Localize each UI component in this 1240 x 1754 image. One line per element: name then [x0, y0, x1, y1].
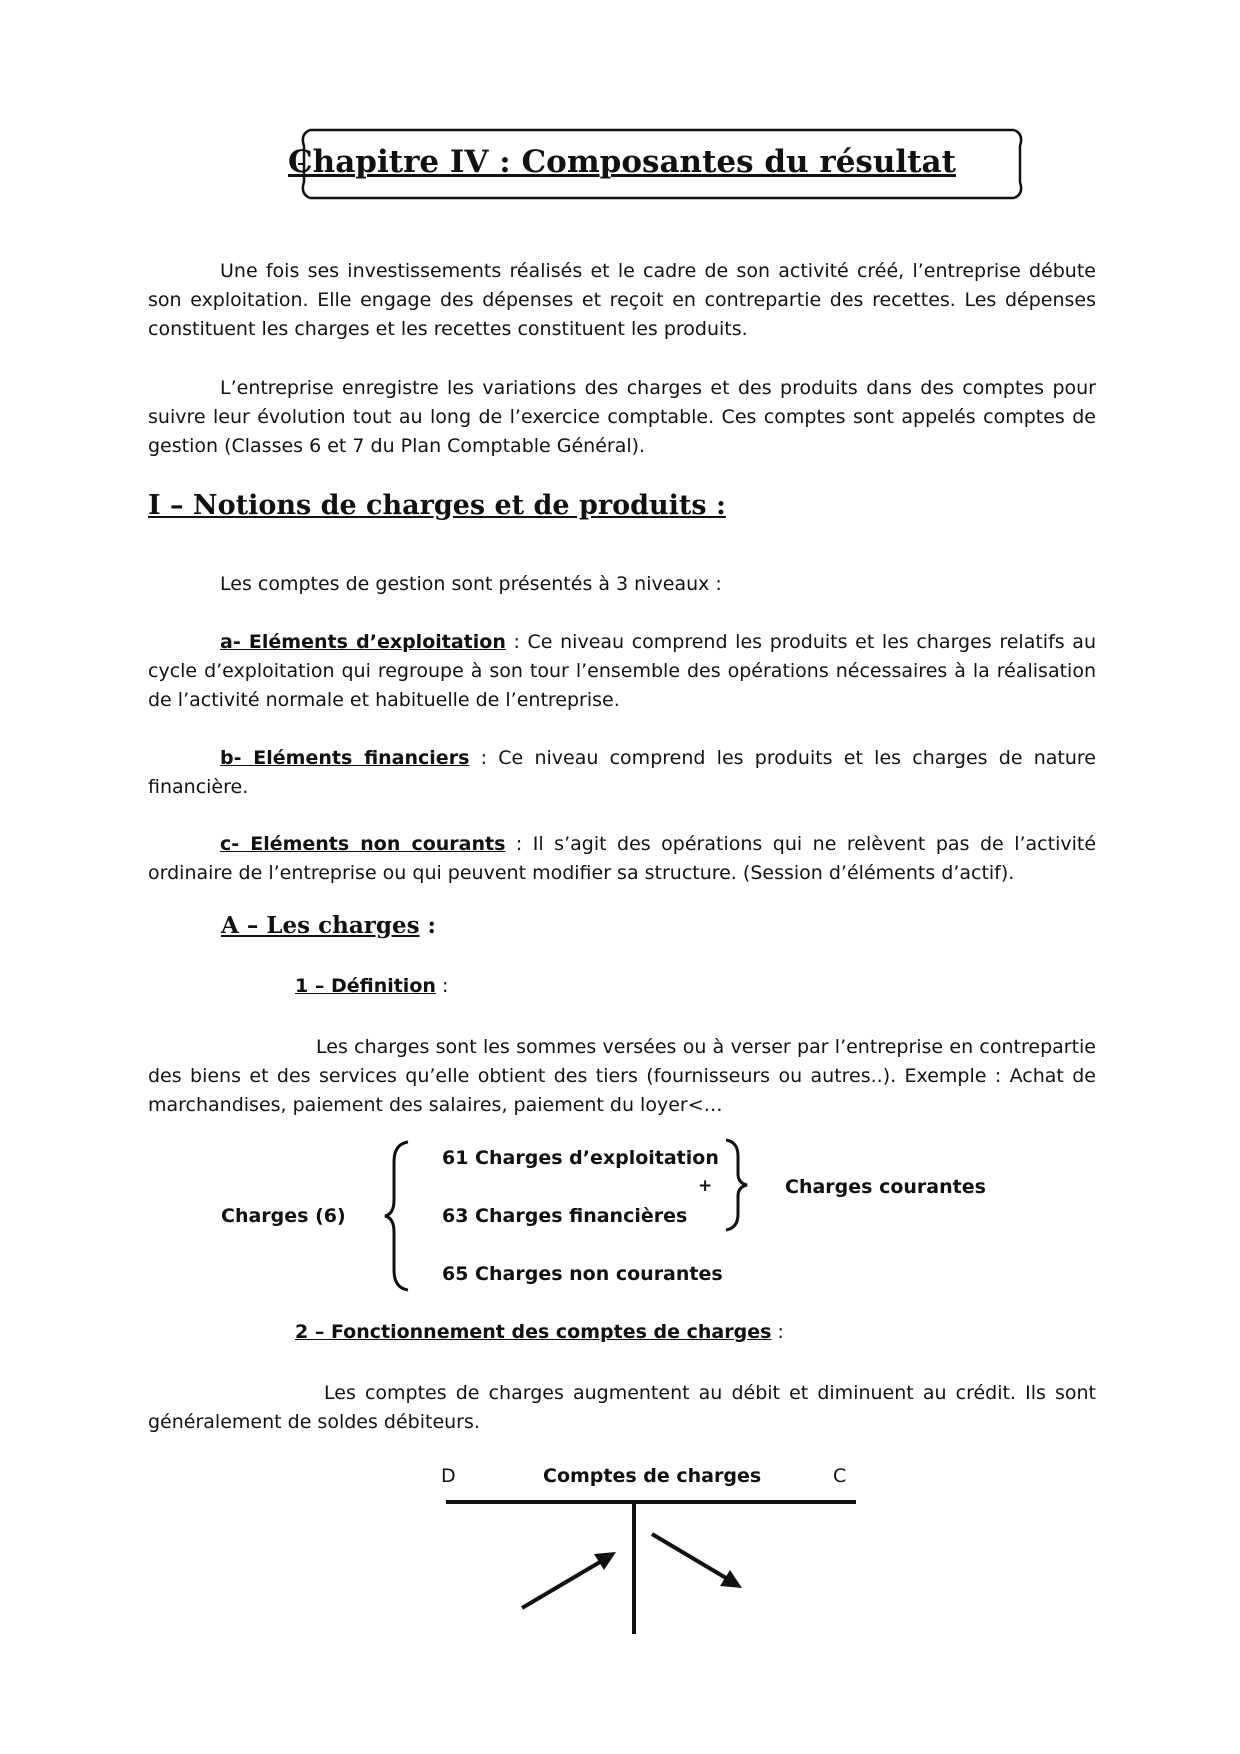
- item-financiers: [148, 744, 1096, 802]
- intro-paragraph-1: Une fois ses investissements réalisés et le cadre de son activité créé, l’entreprise débute son exploitation. Elle engage des dépenses et reçoit en contrepartie des recettes. Les dépenses constituent les charges et les recettes constituent les produits.: [148, 260, 1096, 340]
- charges-courantes-label: Charges courantes: [785, 1176, 986, 1198]
- section-lead: Les comptes de gestion sont présentés à 3 niveaux :: [220, 573, 722, 595]
- item-label: b- Eléments financiers: [220, 747, 470, 769]
- credit-label: C: [833, 1465, 847, 1487]
- item-label: a- Eléments d’exploitation: [220, 631, 506, 653]
- charges-label: Charges (6): [221, 1205, 346, 1227]
- definition-heading: 1 – Définition :: [295, 975, 449, 997]
- item-label: c- Eléments non courants: [220, 833, 506, 855]
- page-title: Chapitre IV : Composantes du résultat: [288, 144, 956, 180]
- diagram-item-non-courantes: 65 Charges non courantes: [442, 1263, 723, 1285]
- section-heading: I – Notions de charges et de produits :: [148, 490, 726, 521]
- item-text: : Ce niveau comprend les produits et les charges de nature financière.: [148, 747, 1097, 798]
- definition-text: Les charges sont les sommes versées ou à verser par l’entreprise en contrepartie des biens et des services qu’elle obtient des tiers (fournisseurs ou autres..). Exemple : Achat de marchandises, paiement des salaires, paiement du loyer<…: [148, 1036, 1096, 1116]
- left-brace: [382, 1138, 412, 1294]
- diagram-item-exploitation: 61 Charges d’exploitation: [442, 1147, 719, 1169]
- item-exploitation: [148, 628, 1096, 715]
- t-account-diagram: [440, 1490, 860, 1640]
- t-account-title: Comptes de charges: [543, 1465, 762, 1487]
- subsection-heading: A – Les charges :: [221, 912, 437, 939]
- plus-sign: +: [698, 1176, 713, 1196]
- debit-label: D: [441, 1465, 456, 1487]
- item-text: : Ce niveau comprend les produits et les charges relatifs au cycle d’exploitation qui regroupe à son tour l’ensemble des opérations nécessaires à la réalisation de l’activité normale et habituelle de l’entreprise.: [148, 631, 1096, 711]
- item-non-courants: [148, 830, 1096, 888]
- fonctionnement-heading: 2 – Fonctionnement des comptes de charges :: [295, 1321, 784, 1343]
- intro-paragraph-2: L’entreprise enregistre les variations des charges et des produits dans des comptes pour suivre leur évolution tout au long de l’exercice comptable. Ces comptes sont appelés comptes de gestion (Classes 6 et 7 du Plan Comptable Général).: [148, 377, 1096, 457]
- right-brace: [722, 1136, 750, 1234]
- fonctionnement-text: Les comptes de charges augmentent au débit et diminuent au crédit. Ils sont généralement de soldes débiteurs.: [148, 1382, 1096, 1433]
- diagram-item-financieres: 63 Charges financières: [442, 1205, 688, 1227]
- item-text: : Il s’agit des opérations qui ne relèvent pas de l’activité ordinaire de l’entreprise ou qui peuvent modifier sa structure. (Session d’éléments d’actif).: [148, 833, 1097, 884]
